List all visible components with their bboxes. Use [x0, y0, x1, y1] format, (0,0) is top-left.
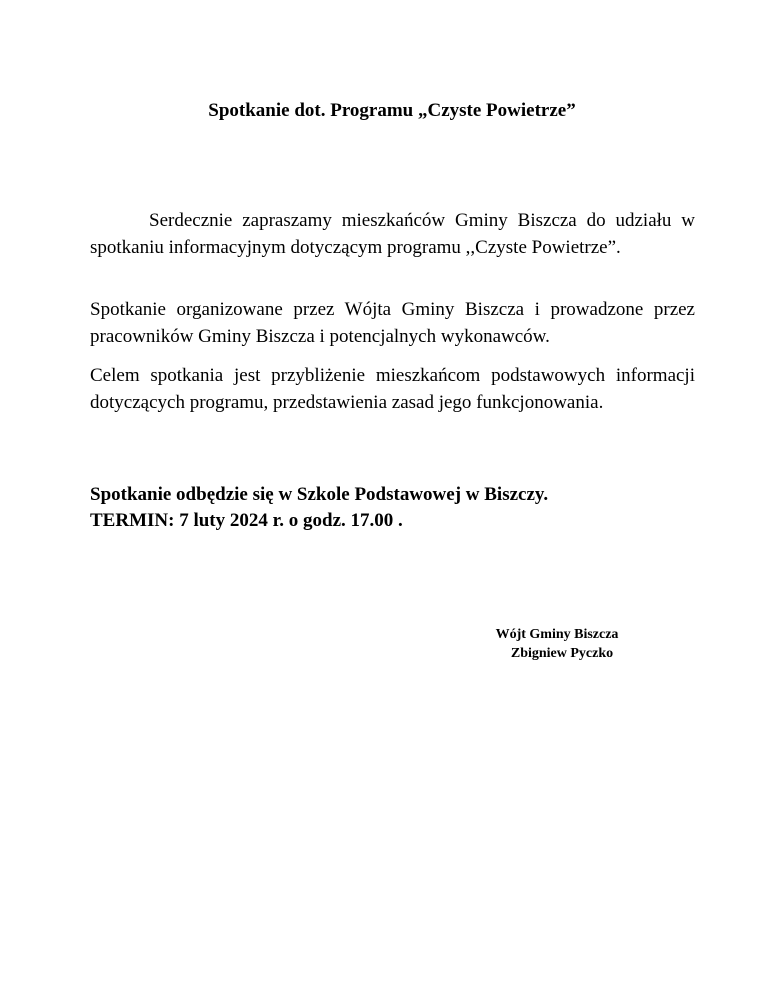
paragraph-purpose: Celem spotkania jest przybliżenie mieszkańcom podstawowych informacji dotyczących programu, przedstawienia zasad jego funkcjonowania.	[90, 365, 695, 413]
signature-name: Zbigniew Pyczko	[510, 646, 614, 661]
document-title: Spotkanie dot. Programu „Czyste Powietrze”	[208, 100, 576, 121]
signature-role: Wójt Gminy Biszcza	[495, 627, 619, 642]
paragraph-invitation: Serdecznie zapraszamy mieszkańców Gminy Biszcza do udziału w spotkaniu informacyjnym dotyczącym programu ,,Czyste Powietrze”.	[90, 210, 695, 258]
meeting-location: Spotkanie odbędzie się w Szkole Podstawowej w Biszczy.	[90, 484, 549, 505]
paragraph-organizers: Spotkanie organizowane przez Wójta Gminy Biszcza i prowadzone przez pracowników Gminy Biszcza i potencjalnych wykonawców.	[90, 299, 695, 347]
signature-block	[460, 625, 654, 663]
meeting-term: TERMIN: 7 luty 2024 r. o godz. 17.00 .	[90, 510, 403, 531]
